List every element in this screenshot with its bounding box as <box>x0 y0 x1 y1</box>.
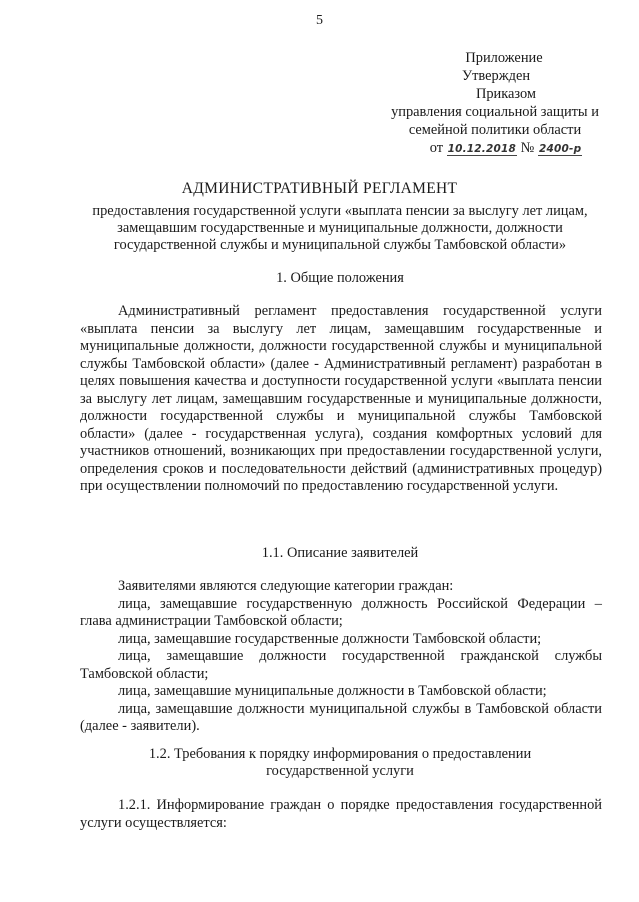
handwritten-number: 2400-р <box>538 143 582 155</box>
approval-line-policy: семейной политики области <box>408 122 582 138</box>
applicants-intro: Заявителями являются следующие категории граждан: <box>118 578 454 594</box>
applicant-category: лица, замещавшие должности муниципальной службы в Тамбовской области (далее - заявители). <box>80 700 602 734</box>
section-1-1-heading: 1.1. Описание заявителей <box>261 545 419 561</box>
approval-line-appendix: Приложение <box>465 50 543 66</box>
document-title: АДМИНИСТРАТИВНЫЙ РЕГЛАМЕНТ <box>181 180 458 197</box>
approval-date-line <box>392 139 620 157</box>
handwritten-date: 10.12.2018 <box>447 143 517 155</box>
number-prefix: № <box>520 140 535 156</box>
applicant-category: лица, замещавшие государственную должность Российской Федерации – глава администрации Тамбовской области; <box>80 595 602 629</box>
applicant-category: лица, замещавшие государственные должности Тамбовской области; <box>118 630 542 647</box>
section-1-heading: 1. Общие положения <box>276 270 404 286</box>
document-subtitle: предоставления государственной услуги «выплата пенсии за выслугу лет лицам, замещавшим государственные и муниципальные должности, должности государственной службы и муниципальной службы Тамбовской области» <box>92 203 588 253</box>
section-1-2-heading-line-1: 1.2. Требования к порядку информирования о предоставлении <box>148 746 532 762</box>
section-1-2-1-paragraph: 1.2.1. Информирование граждан о порядке предоставления государственной услуги осуществляется: <box>80 797 602 831</box>
section-1-1-body <box>80 578 602 736</box>
section-1-body <box>80 303 602 496</box>
page-number: 5 <box>316 13 323 28</box>
date-prefix: от <box>429 140 443 156</box>
approval-line-department: управления социальной защиты и <box>391 104 599 120</box>
section-1-2-heading-line-2: государственной услуги <box>266 763 414 779</box>
section-1-2-heading <box>80 746 600 780</box>
approval-line-order: Приказом <box>475 86 537 102</box>
applicant-category: лица, замещавшие должности государственной гражданской службы Тамбовской области; <box>80 648 602 682</box>
applicant-category: лица, замещавшие муниципальные должности в Тамбовской области; <box>118 683 547 699</box>
section-1-2-body <box>80 797 602 832</box>
section-1-paragraph: Административный регламент предоставления государственной услуги «выплата пенсии за выслугу лет лицам, замещавшим государственные и муниципальные должности, должности государственной службы и муниципальной службы Тамбовской области» (далее - Административный регламент) разработан в целях повышения качества и доступности государственной услуги «выплата пенсии за выслугу лет лицам, замещавшим государственные и муниципальные должности, должности государственной службы и муниципальной службы Тамбовской области» (далее - государственная услуга), создания комфортных условий для участников отношений, возникающих при предоставлении государственной услуги, определения сроков и последовательности действий (административных процедур) при осуществлении полномочий по предоставлению государственной услуги. <box>80 303 602 494</box>
approval-block <box>370 49 620 157</box>
approval-line-approved: Утвержден <box>461 68 531 84</box>
